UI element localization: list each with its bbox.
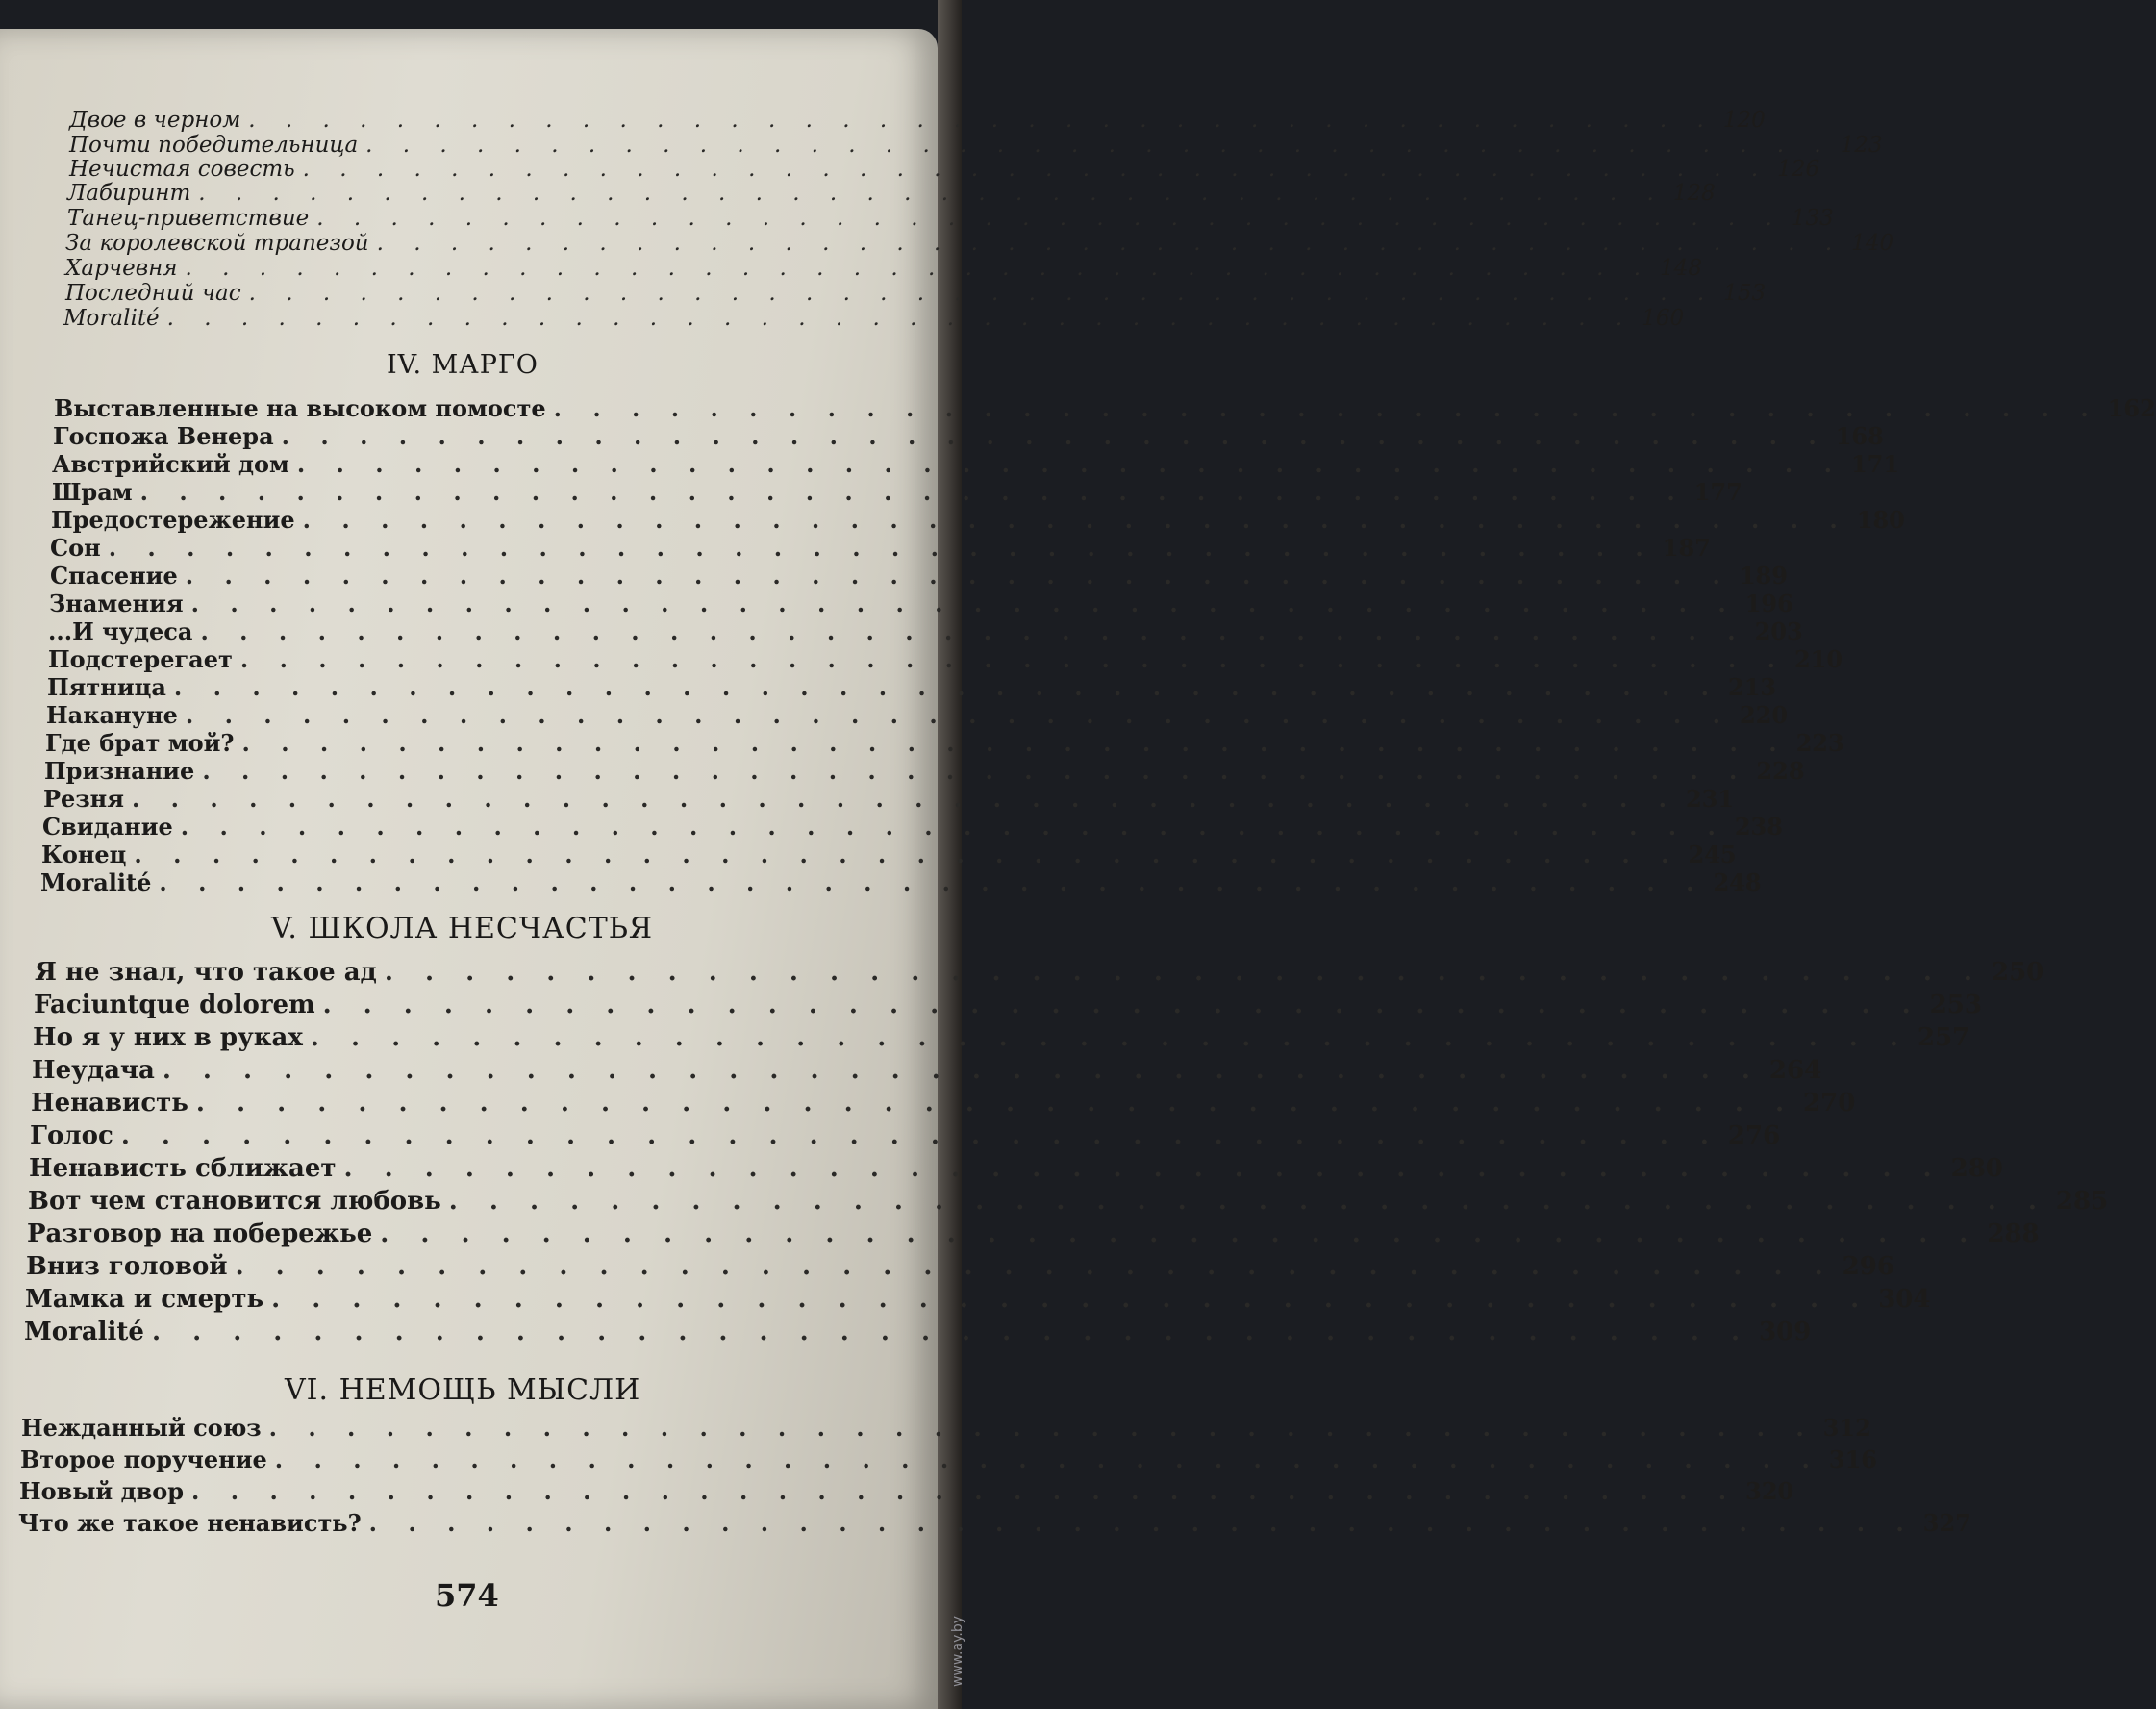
leader-dots: . . . . . . . . . . . . . . . . . . . . . . . . . . . . . . . . . . . . . . . .: [271, 1285, 1871, 1314]
leader-dots: . . . . . . . . . . . . . . . . . . . . . . . . . . . . . . . . . . . . . . . .: [185, 256, 1653, 281]
toc-entry: [46, 701, 1789, 729]
toc-entry: [69, 157, 1820, 182]
entry-title: Faciuntque dolorem: [34, 991, 315, 1019]
entry-title: Почти победительница: [69, 133, 359, 158]
leader-dots: . . . . . . . . . . . . . . . . . . . . . . . . . . . . . . . . . . . . . . . .: [166, 306, 1635, 331]
entry-title: Двое в черном: [69, 108, 241, 133]
entry-page: 123: [1840, 133, 1883, 158]
toc-entry: [29, 1154, 2003, 1183]
leader-dots: . . . . . . . . . . . . . . . . . . . . . . . . . . . . . . . . . . . . . . . .: [343, 1154, 1943, 1183]
leader-dots: . . . . . . . . . . . . . . . . . . . . . . . . . . . . . . . . . . . . . . . .: [296, 450, 1843, 478]
entry-title: Ненависть: [31, 1089, 188, 1118]
toc-entry: [41, 841, 1737, 868]
leader-dots: . . . . . . . . . . . . . . . . . . . . . . . . . . . . . . . . . . . . . . . .: [235, 1252, 1835, 1281]
leader-dots: . . . . . . . . . . . . . . . . . . . . . . . . . . . . . . . . . . . . . . . .: [380, 1219, 1980, 1248]
toc-entry: [69, 133, 1883, 158]
entry-page: 245: [1688, 841, 1737, 868]
leader-dots: . . . . . . . . . . . . . . . . . . . . . . . . . . . . . . . . . . . . . . . .: [151, 1318, 1752, 1346]
entry-title: Мамка и смерть: [25, 1285, 264, 1314]
entry-title: Харчевня: [65, 256, 178, 281]
leader-dots: . . . . . . . . . . . . . . . . . . . . . . . . . . . . . . . . . . . . . . . .: [248, 108, 1716, 133]
leader-dots: . . . . . . . . . . . . . . . . . . . . . . . . . . . . . . . . . . . . . . . .: [302, 506, 1849, 534]
leader-dots: . . . . . . . . . . . . . . . . . . . . . . . . . . . . . . . . . . . . . . . .: [198, 181, 1666, 206]
entry-page: 304: [1878, 1285, 1931, 1314]
toc-entry: [54, 394, 2156, 422]
entry-page: 126: [1777, 157, 1820, 182]
toc-entry: [63, 306, 1685, 331]
leader-dots: . . . . . . . . . . . . . . . . . . . . . . . . . . . . . . . . . . . . . . . .: [134, 841, 1681, 868]
entry-page: 128: [1672, 181, 1716, 206]
entry-title: Что же такое ненависть?: [18, 1509, 362, 1537]
entry-title: Австрийский дом: [52, 450, 289, 478]
toc-entry: [67, 206, 1834, 231]
leader-dots: . . . . . . . . . . . . . . . . . . . . . . . . . . . . . . . . . . . . . . . .: [202, 757, 1749, 785]
entry-page: 250: [1991, 958, 2044, 987]
toc-entry: [28, 1187, 2109, 1216]
entry-title: Лабиринт: [67, 181, 191, 206]
leader-dots: . . . . . . . . . . . . . . . . . . . . . . . . . . . . . . . . . . . . . . . .: [180, 813, 1727, 841]
leader-dots: . . . . . . . . . . . . . . . . . . . . . . . . . . . . . . . . . . . . . . . .: [368, 1509, 1916, 1537]
entry-page: 210: [1793, 645, 1843, 673]
leader-dots: . . . . . . . . . . . . . . . . . . . . . . . . . . . . . . . . . . . . . . . .: [248, 281, 1717, 306]
leader-dots: . . . . . . . . . . . . . . . . . . . . . . . . . . . . . . . . . . . . . . . .: [322, 991, 1922, 1019]
entry-page: 320: [1745, 1477, 1794, 1505]
leader-dots: . . . . . . . . . . . . . . . . . . . . . . . . . . . . . . . . . . . . . . . .: [281, 422, 1828, 450]
toc-entry: [44, 757, 1805, 785]
toc-entry: [49, 590, 1793, 617]
entry-page: 231: [1686, 785, 1735, 813]
entry-page: 189: [1739, 562, 1788, 590]
entry-title: Неудача: [32, 1056, 155, 1085]
toc-entry: [65, 281, 1767, 306]
entry-title: Голос: [30, 1121, 113, 1150]
section-4-heading: IV. МАРГО: [387, 350, 539, 380]
toc-entry: [52, 478, 1742, 506]
toc-entry: [45, 729, 1844, 757]
entry-title: Второе поручение: [20, 1445, 267, 1473]
leader-dots: . . . . . . . . . . . . . . . . . . . . . . . . . . . . . . . . . . . . . . . .: [108, 534, 1655, 562]
entry-title: Накануне: [46, 701, 178, 729]
toc-entry: [27, 1219, 2040, 1248]
entry-title: Нежданный союз: [21, 1414, 262, 1442]
section-6-heading: VI. НЕМОЩЬ МЫСЛИ: [285, 1373, 641, 1407]
toc-entry: [50, 534, 1711, 562]
entry-page: 253: [1929, 991, 1982, 1019]
entry-title: Разговор на побережье: [27, 1219, 373, 1248]
toc-entry: [48, 617, 1803, 645]
leader-dots: . . . . . . . . . . . . . . . . . . . . . . . . . . . . . . . . . . . . . . . .: [241, 729, 1789, 757]
toc-entry: [30, 1121, 1781, 1150]
entry-page: 327: [1922, 1509, 1971, 1537]
toc-entry: [51, 506, 1905, 534]
leader-dots: . . . . . . . . . . . . . . . . . . . . . . . . . . . . . . . . . . . . . . . .: [131, 785, 1679, 813]
entry-page: 238: [1734, 813, 1783, 841]
entry-title: Конец: [41, 841, 127, 868]
toc-entry: [50, 562, 1788, 590]
toc-entry: [40, 868, 1762, 896]
entry-title: Госпожа Венера: [53, 422, 274, 450]
toc-entry: [53, 422, 1884, 450]
entry-title: Пятница: [47, 673, 166, 701]
leader-dots: . . . . . . . . . . . . . . . . . . . . . . . . . . . . . . . . . . . . . . . .: [120, 1121, 1720, 1150]
entry-title: Я не знал, что такое ад: [35, 958, 377, 987]
entry-title: Но я у них в руках: [33, 1023, 303, 1052]
entry-title: Резня: [43, 785, 124, 813]
toc-entry: [25, 1285, 1931, 1314]
entry-title: ...И чудеса: [48, 617, 193, 645]
entry-page: 180: [1856, 506, 1905, 534]
toc-entry: [67, 181, 1716, 206]
toc-entry: [47, 673, 1777, 701]
toc-entry: [26, 1252, 1894, 1281]
entry-page: 203: [1754, 617, 1803, 645]
leader-dots: . . . . . . . . . . . . . . . . . . . . . . . . . . . . . . . . . . . . . . . .: [365, 133, 1833, 158]
entry-page: 228: [1756, 757, 1805, 785]
leader-dots: . . . . . . . . . . . . . . . . . . . . . . . . . . . . . . . . . . . . . . . .: [173, 673, 1721, 701]
leader-dots: . . . . . . . . . . . . . . . . . . . . . . . . . . . . . . . . . . . . . . . .: [268, 1414, 1816, 1442]
entry-page: 187: [1662, 534, 1711, 562]
entry-title: Признание: [44, 757, 195, 785]
entry-page: 316: [1828, 1445, 1877, 1473]
entry-page: 264: [1768, 1056, 1822, 1085]
toc-entry: [19, 1477, 1794, 1505]
entry-page: 177: [1693, 478, 1742, 506]
entry-title: Сон: [50, 534, 101, 562]
entry-title: Шрам: [52, 478, 133, 506]
toc-entry: [33, 1023, 1970, 1052]
leader-dots: . . . . . . . . . . . . . . . . . . . . . . . . . . . . . . . . . . . . . . . .: [185, 562, 1732, 590]
leader-dots: . . . . . . . . . . . . . . . . . . . . . . . . . . . . . . . . . . . . . . . .: [191, 1477, 1739, 1505]
toc-entry: [20, 1445, 1877, 1473]
entry-page: 120: [1722, 108, 1766, 133]
toc-entry: [43, 785, 1735, 813]
entry-page: 285: [2055, 1187, 2109, 1216]
entry-page: 196: [1744, 590, 1793, 617]
entry-page: 133: [1791, 206, 1834, 231]
toc-entry: [52, 450, 1900, 478]
toc-entry: [65, 256, 1702, 281]
leader-dots: . . . . . . . . . . . . . . . . . . . . . . . . . . . . . . . . . . . . . . . .: [553, 394, 2100, 422]
entry-title: Предостережение: [51, 506, 295, 534]
entry-page: 257: [1917, 1023, 1970, 1052]
entry-page: 220: [1739, 701, 1789, 729]
entry-title: Подстерегает: [48, 645, 233, 673]
leader-dots: . . . . . . . . . . . . . . . . . . . . . . . . . . . . . . . . . . . . . . . .: [139, 478, 1687, 506]
toc-entry: [32, 1056, 1822, 1085]
entry-page: 171: [1850, 450, 1900, 478]
entry-title: Ненависть сближает: [29, 1154, 337, 1183]
toc-entry: [34, 991, 1982, 1019]
leader-dots: . . . . . . . . . . . . . . . . . . . . . . . . . . . . . . . . . . . . . . . .: [302, 157, 1770, 182]
entry-page: 248: [1713, 868, 1762, 896]
entry-title: Вниз головой: [26, 1252, 228, 1281]
entry-page: 270: [1803, 1089, 1856, 1118]
entry-page: 276: [1727, 1121, 1781, 1150]
entry-title: Moralité: [63, 306, 160, 331]
entry-title: Выставленные на высоком помосте: [54, 394, 546, 422]
toc-entry: [65, 231, 1894, 256]
leader-dots: . . . . . . . . . . . . . . . . . . . . . . . . . . . . . . . . . . . . . . . .: [159, 868, 1706, 896]
entry-page: 162: [2107, 394, 2156, 422]
entry-page: 280: [1950, 1154, 2003, 1183]
leader-dots: . . . . . . . . . . . . . . . . . . . . . . . . . . . . . . . . . . . . . . . .: [185, 701, 1732, 729]
entry-page: 153: [1723, 281, 1767, 306]
leader-dots: . . . . . . . . . . . . . . . . . . . . . . . . . . . . . . . . . . . . . . . .: [376, 231, 1844, 256]
entry-title: Где брат мой?: [45, 729, 235, 757]
toc-entry: [21, 1414, 1871, 1442]
entry-page: 160: [1642, 306, 1685, 331]
entry-page: 288: [1987, 1219, 2040, 1248]
entry-title: Знамения: [49, 590, 184, 617]
entry-title: Нечистая совесть: [69, 157, 295, 182]
entry-title: Moralité: [40, 868, 152, 896]
entry-title: Вот чем становится любовь: [28, 1187, 441, 1216]
toc-entry: [31, 1089, 1856, 1118]
leader-dots: . . . . . . . . . . . . . . . . . . . . . . . . . . . . . . . . . . . . . . . .: [274, 1445, 1821, 1473]
entry-title: Новый двор: [19, 1477, 185, 1505]
entry-title: За королевской трапезой: [65, 231, 369, 256]
toc-entry: [48, 645, 1843, 673]
entry-page: 223: [1795, 729, 1844, 757]
leader-dots: . . . . . . . . . . . . . . . . . . . . . . . . . . . . . . . . . . . . . . . .: [310, 1023, 1910, 1052]
section-5-heading: V. ШКОЛА НЕСЧАСТЬЯ: [271, 912, 654, 945]
page-number: 574: [435, 1577, 499, 1614]
entry-title: Moralité: [24, 1318, 144, 1346]
leader-dots: . . . . . . . . . . . . . . . . . . . . . . . . . . . . . . . . . . . . . . . .: [239, 645, 1787, 673]
entry-page: 309: [1759, 1318, 1812, 1346]
toc-entry: [35, 958, 2044, 987]
leader-dots: . . . . . . . . . . . . . . . . . . . . . . . . . . . . . . . . . . . . . . . .: [190, 590, 1738, 617]
entry-page: 148: [1660, 256, 1702, 281]
entry-page: 296: [1842, 1252, 1894, 1281]
watermark: www.ay.by: [950, 1616, 965, 1688]
entry-page: 312: [1822, 1414, 1871, 1442]
entry-page: 168: [1835, 422, 1884, 450]
entry-title: Танец-приветствие: [67, 206, 310, 231]
entry-title: Свидание: [42, 813, 173, 841]
leader-dots: . . . . . . . . . . . . . . . . . . . . . . . . . . . . . . . . . . . . . . . .: [162, 1056, 1762, 1085]
entry-page: 213: [1728, 673, 1777, 701]
entry-page: 140: [1851, 231, 1894, 256]
toc-entry: [24, 1318, 1812, 1346]
leader-dots: . . . . . . . . . . . . . . . . . . . . . . . . . . . . . . . . . . . . . . . .: [448, 1187, 2048, 1216]
toc-entry: [18, 1509, 1971, 1537]
entry-title: Спасение: [50, 562, 178, 590]
leader-dots: . . . . . . . . . . . . . . . . . . . . . . . . . . . . . . . . . . . . . . . .: [384, 958, 1984, 987]
leader-dots: . . . . . . . . . . . . . . . . . . . . . . . . . . . . . . . . . . . . . . . .: [316, 206, 1784, 231]
toc-entry: [42, 813, 1783, 841]
toc-entry: [69, 108, 1766, 133]
entry-title: Последний час: [65, 281, 241, 306]
leader-dots: . . . . . . . . . . . . . . . . . . . . . . . . . . . . . . . . . . . . . . . .: [200, 617, 1747, 645]
leader-dots: . . . . . . . . . . . . . . . . . . . . . . . . . . . . . . . . . . . . . . . .: [195, 1089, 1796, 1118]
